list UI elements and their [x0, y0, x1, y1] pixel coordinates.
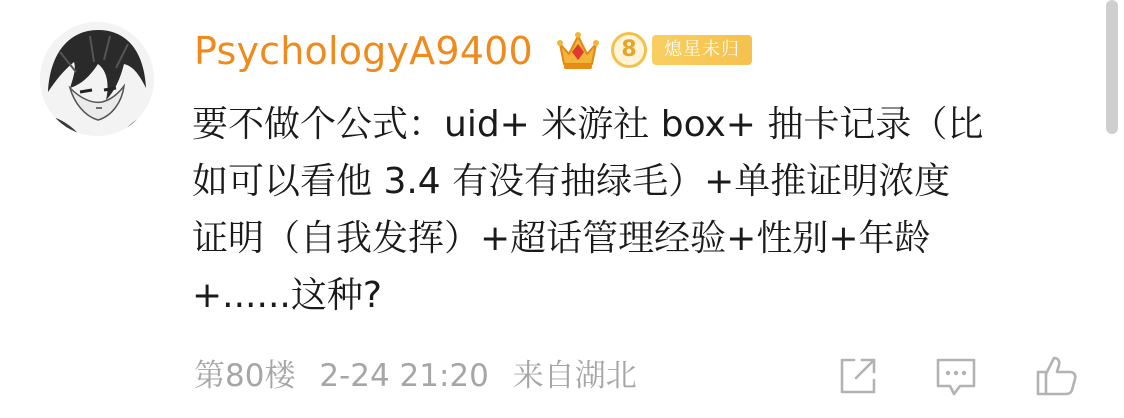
comment-icon	[938, 360, 974, 394]
comment-text-line: 如可以看他 3.4 有没有抽绿毛）+单推证明浓度	[192, 161, 951, 202]
timestamp: 2-24 21:20	[319, 358, 489, 394]
fan-badge-title: 熄星未归	[652, 35, 752, 65]
location: 来自湖北	[512, 358, 637, 394]
comment-text	[192, 96, 1082, 324]
share-icon	[842, 360, 874, 392]
floor-number: 第80楼	[194, 358, 296, 394]
fan-badge-level: 8	[611, 32, 647, 68]
comment-text-line: 证明（自我发挥）+超话管理经验+性别+年龄	[192, 218, 931, 259]
username[interactable]: PsychologyA9400	[194, 29, 533, 73]
avatar[interactable]	[40, 22, 154, 136]
share-button[interactable]	[834, 352, 882, 400]
comment-text-line: 要不做个公式：uid+ 米游社 box+ 抽卡记录（比	[192, 104, 984, 145]
fan-badge[interactable]	[608, 31, 758, 69]
thumbs-up-icon	[1038, 358, 1075, 394]
crown-icon[interactable]	[556, 30, 600, 72]
like-button[interactable]	[1032, 352, 1080, 400]
comment-text-line: +......这种?	[192, 275, 382, 316]
reply-button[interactable]	[932, 352, 980, 400]
comment-meta	[194, 354, 637, 398]
scrollbar-thumb[interactable]	[1106, 0, 1118, 134]
anime-avatar-image	[40, 22, 154, 136]
